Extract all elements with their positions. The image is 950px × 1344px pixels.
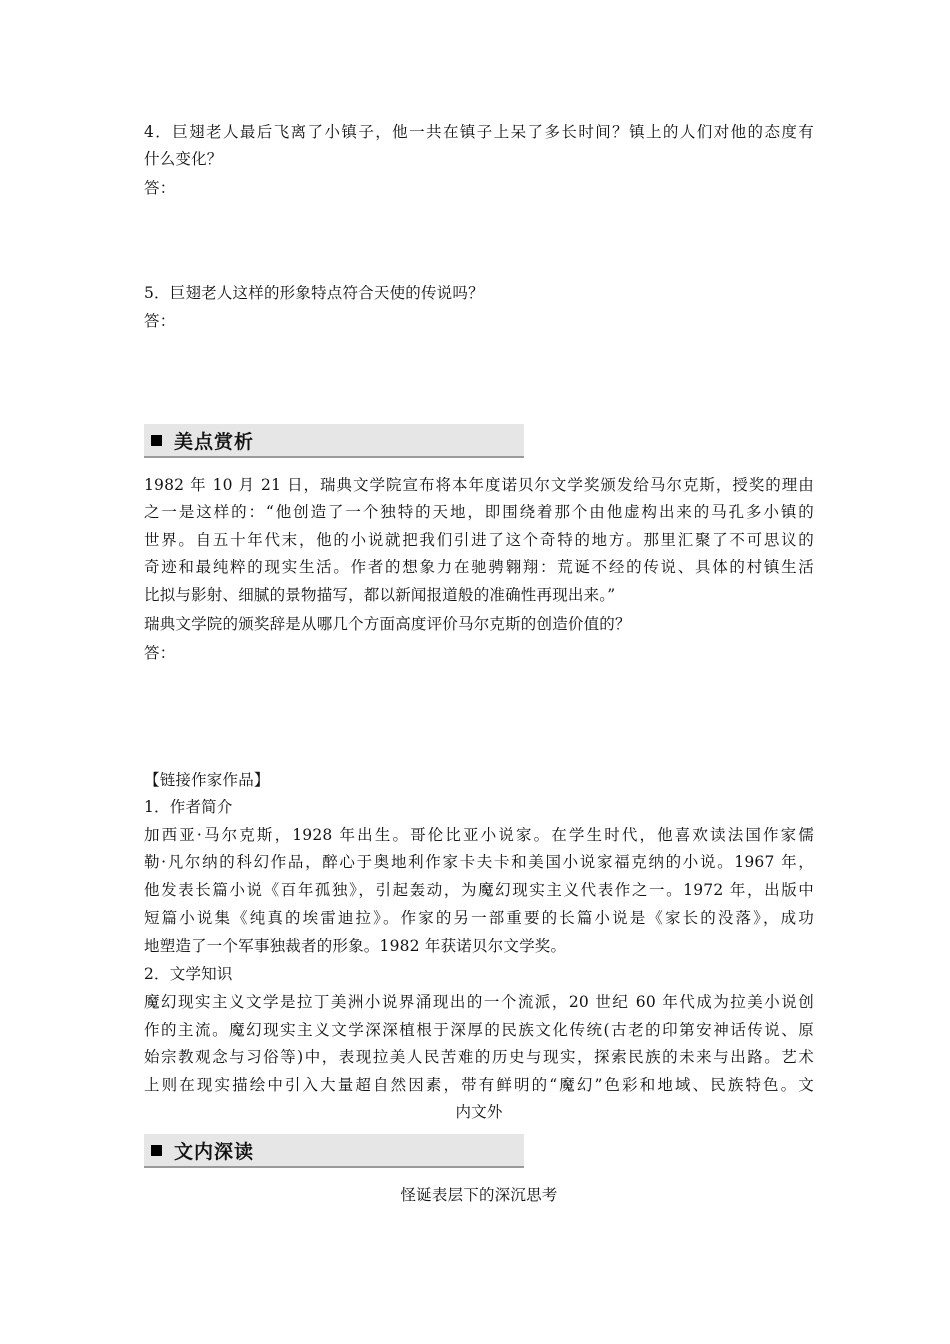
question-4-answer: 答： — [144, 179, 176, 197]
knowledge-line-2: 作的主流。魔幻现实主义文学深深植根于深厚的民族文化传统(古老的印第安神话传说、原 — [144, 1021, 814, 1039]
section-title: 文内深读 — [174, 1140, 255, 1163]
question-4-line-2: 什么变化？ — [144, 150, 223, 168]
author-line-1: 加西亚·马尔克斯，1928 年出生。哥伦比亚小说家。在学生时代，他喜欢读法国作家儒 — [144, 826, 814, 844]
author-line-5: 地塑造了一个军事独裁者的形象。1982 年获诺贝尔文学奖。 — [144, 937, 567, 955]
knowledge-line-1: 魔幻现实主义文学是拉丁美洲小说界涌现出的一个流派，20 世纪 60 年代成为拉美小说创 — [144, 993, 814, 1011]
close-reading-subtitle: 怪诞表层下的深沉思考 — [400, 1186, 558, 1204]
appreciation-answer: 答： — [144, 644, 176, 662]
knowledge-heading: 2．文学知识 — [144, 965, 233, 983]
appreciation-question: 瑞典文学院的颁奖辞是从哪几个方面高度评价马尔克斯的创造价值的？ — [144, 615, 631, 633]
question-4-line-1: 4．巨翅老人最后飞离了小镇子，他一共在镇子上呆了多长时间？镇上的人们对他的态度有 — [144, 123, 814, 141]
section-header-close-reading — [144, 1134, 524, 1168]
knowledge-line-4: 上则在现实描绘中引入大量超自然因素，带有鲜明的“魔幻”色彩和地域、民族特色。文 — [144, 1076, 814, 1094]
square-bullet-icon — [151, 1145, 162, 1156]
question-5-line-1: 5．巨翅老人这样的形象特点符合天使的传说吗？ — [144, 284, 484, 302]
knowledge-centered-tail: 内文外 — [455, 1103, 503, 1121]
section-header-appreciation — [144, 424, 524, 458]
appreciation-line-2: 之一是这样的：“他创造了一个独特的天地，即围绕着那个由他虚构出来的马孔多小镇的 — [144, 503, 814, 521]
knowledge-line-3: 始宗教观念与习俗等)中，表现拉美人民苦难的历史与现实，探索民族的未来与出路。艺术 — [144, 1048, 814, 1066]
author-line-4: 短篇小说集《纯真的埃雷迪拉》。作家的另一部重要的长篇小说是《家长的没落》，成功 — [144, 909, 814, 927]
question-5-answer: 答： — [144, 312, 176, 330]
appreciation-line-3: 世界。自五十年代末，他的小说就把我们引进了这个奇特的地方。那里汇聚了不可思议的 — [144, 531, 814, 549]
section-title: 美点赏析 — [174, 430, 255, 453]
appreciation-line-4: 奇迹和最纯粹的现实生活。作者的想象力在驰骋翱翔：荒诞不经的传说、具体的村镇生活 — [144, 558, 814, 576]
author-line-2: 勒·凡尔纳的科幻作品，醉心于奥地利作家卡夫卡和美国小说家福克纳的小说。1967 年， — [144, 853, 814, 871]
author-heading: 1．作者简介 — [144, 798, 233, 816]
square-bullet-icon — [151, 435, 162, 446]
appreciation-line-1: 1982 年 10 月 21 日，瑞典文学院宣布将本年度诺贝尔文学奖颁发给马尔克斯，授奖的理由 — [144, 476, 814, 494]
author-line-3: 他发表长篇小说《百年孤独》，引起轰动，为魔幻现实主义代表作之一。1972 年，出版中 — [144, 881, 814, 899]
appreciation-line-5: 比拟与影射、细腻的景物描写，都以新闻报道般的准确性再现出来。” — [144, 586, 616, 604]
link-section-header: 【链接作家作品】 — [144, 771, 270, 789]
